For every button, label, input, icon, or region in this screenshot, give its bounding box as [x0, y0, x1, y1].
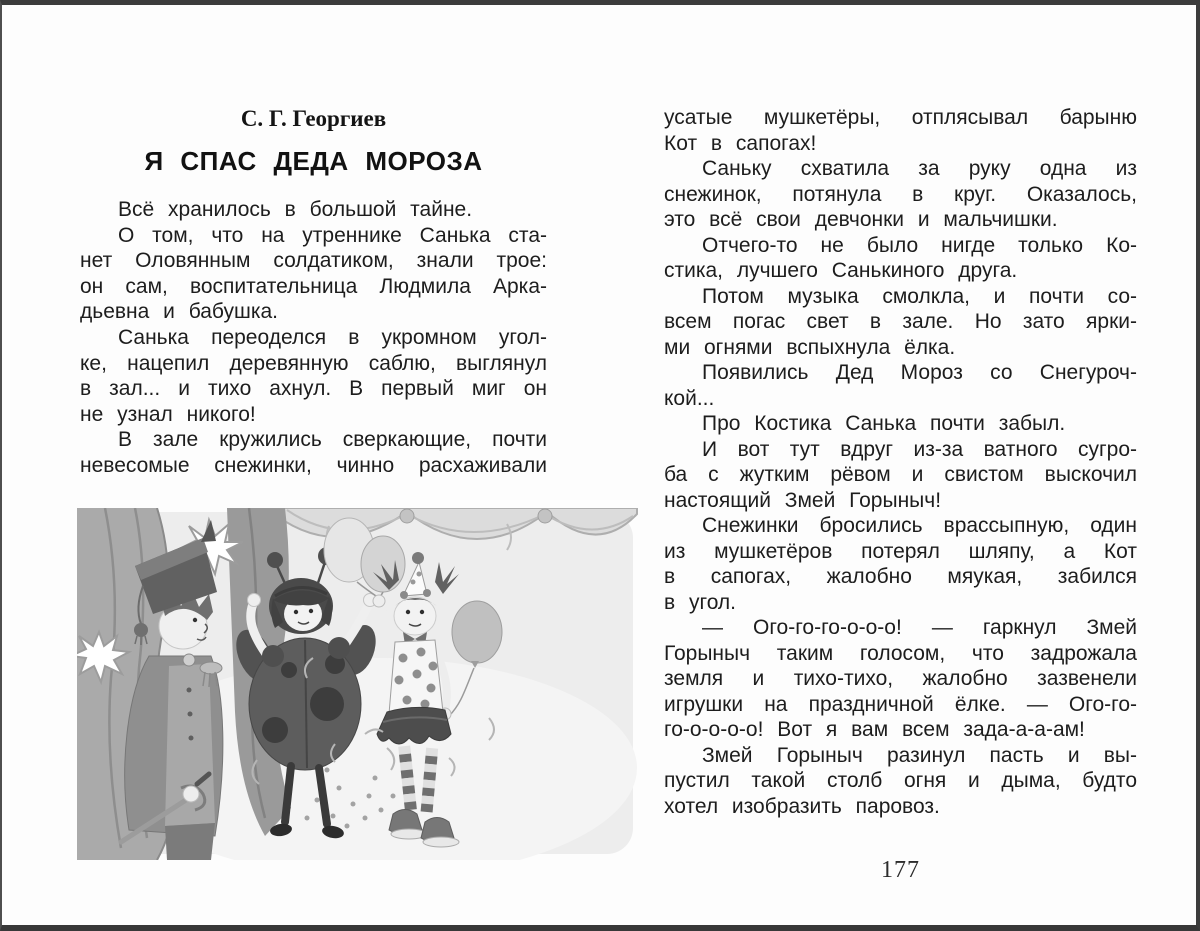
- text-line: не узнал никого!: [80, 402, 256, 426]
- text-line: пустил такой столб огня и дыма, будто: [664, 769, 1137, 792]
- right-column-text: [664, 105, 1137, 819]
- story-title: Я СПАС ДЕДА МОРОЗА: [144, 146, 483, 176]
- text-line: Горыныч таким голосом, что задрожала: [664, 641, 1137, 665]
- text-line: Саньку схватила за руку одна из: [702, 157, 1137, 180]
- text-line: земля и тихо-тихо, жалобно зазвенели: [664, 667, 1137, 690]
- text-line: снежинок, потянула в круг. Оказалось,: [664, 182, 1137, 206]
- text-line: ке, нацепил деревянную саблю, выглянул: [80, 351, 547, 375]
- text-line: настоящий Змей Горыныч!: [664, 488, 942, 512]
- text-line: Всё хранилось в большой тайне.: [118, 198, 473, 221]
- balloon: [361, 536, 405, 592]
- story-illustration: [77, 508, 639, 860]
- text-line: Змей Горыныч разинул пасть и вы-: [702, 743, 1137, 767]
- text-line: Кот в сапогах!: [664, 131, 817, 155]
- text-line: стика, лучшего Санькиного друга.: [664, 259, 1018, 282]
- text-line: го-о-о-о-о! Вот я вам всем зада-а-а-ам!: [664, 718, 1085, 741]
- text-line: усатые мушкетёры, отплясывал барыню: [664, 106, 1137, 129]
- text-line: ми огнями вспыхнула ёлка.: [664, 335, 956, 359]
- author-name: С. Г. Георгиев: [240, 106, 387, 131]
- text-line: в зал... и тихо ахнул. В первый миг он: [80, 377, 547, 401]
- text-line: он сам, воспитательница Людмила Арка-: [80, 274, 547, 298]
- text-line: нет Оловянным солдатиком, знали трое:: [80, 249, 547, 273]
- text-line: дьевна и бабушка.: [80, 300, 279, 324]
- text-line: в сапогах, жалобно мяукая, забился: [664, 565, 1137, 588]
- text-line: Отчего-то не было нигде только Ко-: [702, 233, 1137, 257]
- text-line: Снежинки бросились врассыпную, один: [702, 514, 1137, 537]
- text-line: хотел изобразить паровоз.: [664, 794, 940, 818]
- page-number: 177: [881, 857, 920, 883]
- text-line: в угол.: [664, 590, 736, 614]
- text-line: всем погас свет в зале. Но зато ярки-: [664, 310, 1137, 333]
- text-line: это всё свои девчонки и мальчишки.: [664, 208, 1058, 231]
- text-line: В зале кружились сверкающие, почти: [118, 428, 547, 452]
- text-line: Санька переоделся в укромном угол-: [118, 325, 547, 349]
- text-line: из мушкетёров потерял шляпу, а Кот: [664, 539, 1137, 563]
- text-line: О том, что на утреннике Санька ста-: [118, 223, 547, 247]
- text-line: невесомые снежинки, чинно расхаживали: [80, 453, 547, 477]
- text-line: Про Костика Санька почти забыл.: [702, 412, 1066, 435]
- text-line: И вот тут вдруг из-за ватного сугро-: [702, 437, 1137, 461]
- text-line: кой...: [664, 386, 715, 410]
- text-line: Появились Дед Мороз со Снегуроч-: [702, 361, 1137, 384]
- balloon: [452, 601, 502, 663]
- left-column-text: [80, 197, 547, 479]
- text-line: игрушки на праздничной ёлке. — Ого-го-: [664, 692, 1137, 716]
- text-line: Потом музыка смолкла, и почти со-: [702, 284, 1137, 308]
- text-line: ба с жутким рёвом и свистом выскочил: [664, 463, 1137, 486]
- text-line: — Ого-го-го-о-о-о! — гаркнул Змей: [702, 616, 1137, 639]
